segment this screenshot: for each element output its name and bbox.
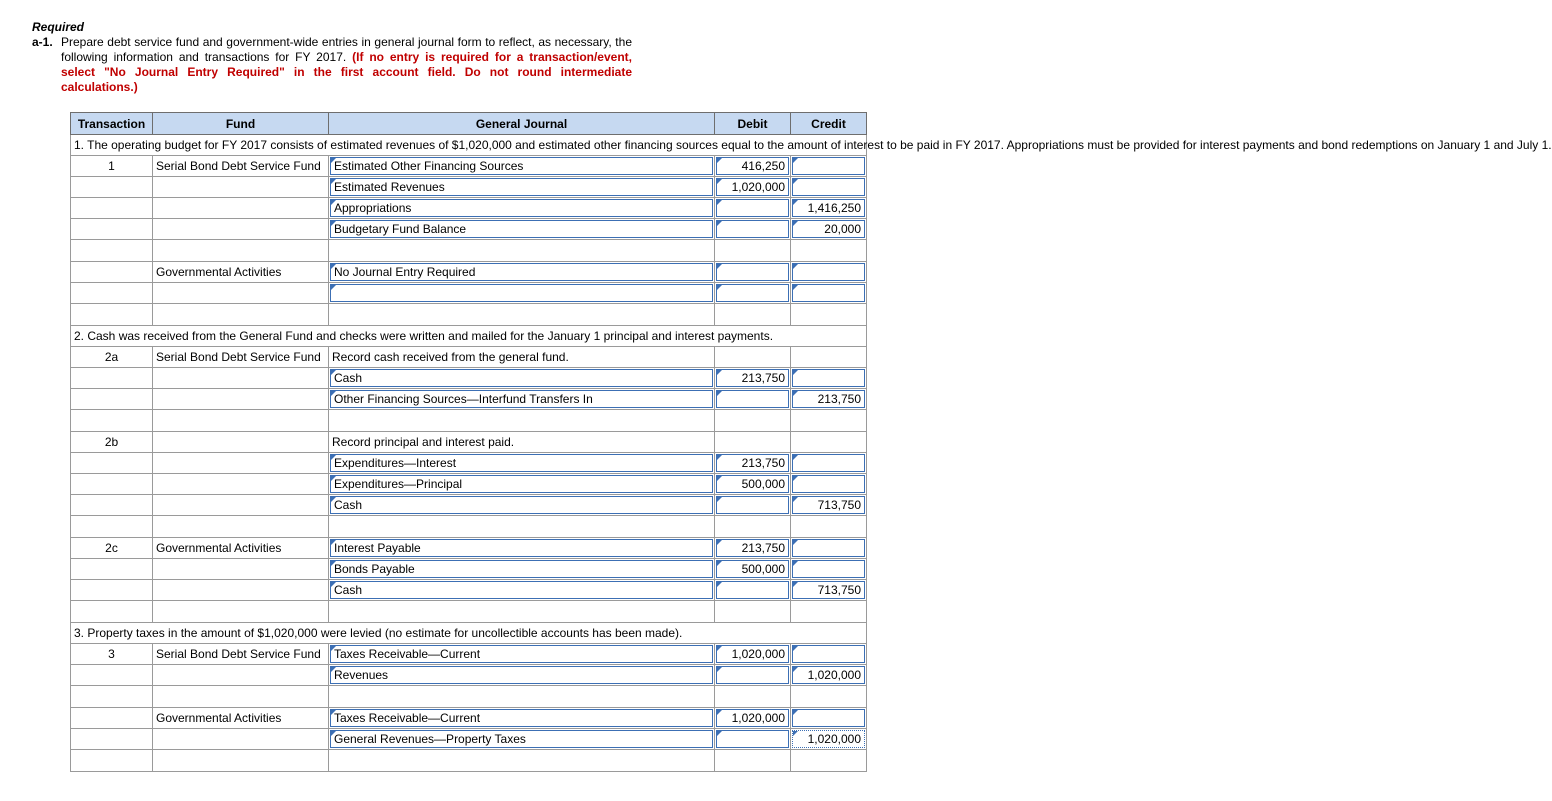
debit-input[interactable] (716, 199, 789, 217)
credit-field[interactable] (791, 198, 867, 219)
credit-input[interactable] (792, 454, 865, 472)
debit-blank (715, 347, 791, 368)
fund-label (153, 474, 329, 495)
fund-label: Serial Bond Debt Service Fund (153, 156, 329, 177)
transaction-number (71, 177, 153, 198)
transaction-number: 1 (71, 156, 153, 177)
credit-input[interactable]: 20,000 (792, 220, 865, 238)
debit-input[interactable]: 213,750 (716, 454, 789, 472)
table-row (71, 474, 867, 495)
entry-note: Record principal and interest paid. (329, 432, 715, 453)
description-row (71, 326, 867, 347)
transaction-3-description: 3. Property taxes in the amount of $1,020,000 were levied (no estimate for uncollectible accounts has been made). (71, 623, 867, 644)
instructions (32, 35, 632, 95)
credit-field[interactable] (791, 368, 867, 389)
fund-label: Serial Bond Debt Service Fund (153, 347, 329, 368)
debit-input[interactable] (716, 581, 789, 599)
transaction-number (71, 198, 153, 219)
fund-label (153, 432, 329, 453)
instruction-number: a-1. (32, 35, 53, 49)
credit-field[interactable] (791, 559, 867, 580)
debit-input[interactable]: 416,250 (716, 157, 789, 175)
account-field[interactable] (329, 708, 715, 729)
fund-label (153, 368, 329, 389)
credit-input[interactable] (792, 539, 865, 557)
credit-field[interactable] (791, 389, 867, 410)
account-field[interactable] (329, 474, 715, 495)
table-row (71, 368, 867, 389)
transaction-number: 3 (71, 644, 153, 665)
credit-input[interactable] (792, 178, 865, 196)
debit-input[interactable] (716, 390, 789, 408)
table-row (71, 665, 867, 686)
table-row (71, 219, 867, 240)
table-row (71, 708, 867, 729)
credit-field[interactable] (791, 495, 867, 516)
transaction-number (71, 283, 153, 304)
debit-field[interactable] (715, 559, 791, 580)
credit-input[interactable]: 1,020,000 (792, 730, 865, 748)
account-field[interactable] (329, 495, 715, 516)
credit-field[interactable] (791, 708, 867, 729)
account-select[interactable]: Expenditures—Principal (330, 475, 713, 493)
fund-label: Governmental Activities (153, 538, 329, 559)
account-field[interactable] (329, 729, 715, 750)
account-select[interactable]: No Journal Entry Required (330, 263, 713, 281)
account-field[interactable] (329, 538, 715, 559)
account-field[interactable] (329, 580, 715, 601)
account-field[interactable] (329, 453, 715, 474)
debit-field[interactable] (715, 495, 791, 516)
fund-label (153, 453, 329, 474)
debit-input[interactable]: 1,020,000 (716, 178, 789, 196)
debit-input[interactable] (716, 666, 789, 684)
account-field[interactable] (329, 283, 715, 304)
table-row (71, 177, 867, 198)
debit-blank (715, 432, 791, 453)
credit-field[interactable] (791, 538, 867, 559)
credit-input[interactable] (792, 263, 865, 281)
spacer-row (71, 304, 867, 326)
table-row (71, 580, 867, 601)
fund-label (153, 729, 329, 750)
spacer-row (71, 686, 867, 708)
debit-field[interactable] (715, 156, 791, 177)
credit-field[interactable] (791, 219, 867, 240)
table-row (71, 347, 867, 368)
account-field[interactable] (329, 198, 715, 219)
credit-input[interactable] (792, 475, 865, 493)
table-row (71, 559, 867, 580)
credit-input[interactable] (792, 560, 865, 578)
fund-label (153, 665, 329, 686)
debit-field[interactable] (715, 708, 791, 729)
credit-blank (791, 432, 867, 453)
spacer-row (71, 516, 867, 538)
transaction-number (71, 219, 153, 240)
debit-input[interactable] (716, 263, 789, 281)
transaction-number: 2c (71, 538, 153, 559)
account-field[interactable] (329, 177, 715, 198)
credit-input[interactable]: 213,750 (792, 390, 865, 408)
debit-input[interactable] (716, 220, 789, 238)
debit-field[interactable] (715, 453, 791, 474)
spacer-row (71, 601, 867, 623)
transaction-number: 2b (71, 432, 153, 453)
credit-input[interactable]: 1,020,000 (792, 666, 865, 684)
account-select[interactable]: Cash (330, 581, 713, 599)
fund-label: Serial Bond Debt Service Fund (153, 644, 329, 665)
credit-field[interactable] (791, 729, 867, 750)
header-fund: Fund (153, 113, 329, 135)
table-row (71, 538, 867, 559)
debit-input[interactable]: 500,000 (716, 475, 789, 493)
transaction-number (71, 262, 153, 283)
debit-field[interactable] (715, 665, 791, 686)
account-select[interactable]: Revenues (330, 666, 713, 684)
table-row (71, 389, 867, 410)
credit-field[interactable] (791, 580, 867, 601)
credit-input[interactable] (792, 157, 865, 175)
account-field[interactable] (329, 262, 715, 283)
instruction-body (61, 35, 632, 95)
header-credit: Credit (791, 113, 867, 135)
table-row (71, 262, 867, 283)
debit-field[interactable] (715, 729, 791, 750)
debit-field[interactable] (715, 474, 791, 495)
required-label: Required (32, 20, 85, 34)
transaction-number (71, 495, 153, 516)
account-field[interactable] (329, 665, 715, 686)
instruction-note: (If no entry is required for a transaction/event, select "No Journal Entry Required" in the first account field. Do not round intermediate calculations.) (61, 50, 632, 94)
credit-field[interactable] (791, 156, 867, 177)
debit-input[interactable]: 1,020,000 (716, 645, 789, 663)
credit-input[interactable]: 713,750 (792, 581, 865, 599)
credit-field[interactable] (791, 177, 867, 198)
debit-input[interactable]: 1,020,000 (716, 709, 789, 727)
account-select[interactable]: Budgetary Fund Balance (330, 220, 713, 238)
table-row (71, 495, 867, 516)
fund-label (153, 219, 329, 240)
header-transaction: Transaction (71, 113, 153, 135)
credit-field[interactable] (791, 474, 867, 495)
debit-input[interactable]: 213,750 (716, 539, 789, 557)
transaction-number (71, 729, 153, 750)
table-row (71, 453, 867, 474)
transaction-number (71, 453, 153, 474)
debit-field[interactable] (715, 538, 791, 559)
debit-input[interactable]: 213,750 (716, 369, 789, 387)
credit-input[interactable] (792, 284, 865, 302)
account-select[interactable]: Cash (330, 369, 713, 387)
transaction-number (71, 580, 153, 601)
debit-field[interactable] (715, 198, 791, 219)
account-field[interactable] (329, 368, 715, 389)
transaction-1-description: 1. The operating budget for FY 2017 consists of estimated revenues of $1,020,000 and estimated other financing sources equal to the amount of interest to be paid in FY 2017. Appropriations must be provided for interest payments and bond redemptions on January 1 and July 1. (71, 135, 867, 156)
spacer-row (71, 240, 867, 262)
account-field[interactable] (329, 156, 715, 177)
fund-label (153, 495, 329, 516)
credit-blank (791, 347, 867, 368)
debit-field[interactable] (715, 262, 791, 283)
account-field[interactable] (329, 559, 715, 580)
header-debit: Debit (715, 113, 791, 135)
transaction-number: 2a (71, 347, 153, 368)
debit-field[interactable] (715, 368, 791, 389)
fund-label (153, 283, 329, 304)
credit-input[interactable]: 1,416,250 (792, 199, 865, 217)
fund-label (153, 580, 329, 601)
account-select[interactable]: Other Financing Sources—Interfund Transfers In (330, 390, 713, 408)
table-row (71, 156, 867, 177)
account-select[interactable]: Taxes Receivable—Current (330, 645, 713, 663)
debit-input[interactable] (716, 284, 789, 302)
table-row (71, 198, 867, 219)
account-select[interactable] (330, 284, 713, 302)
debit-field[interactable] (715, 389, 791, 410)
fund-label (153, 559, 329, 580)
transaction-number (71, 665, 153, 686)
journal-table (70, 112, 1552, 772)
account-select[interactable]: Interest Payable (330, 539, 713, 557)
table-row (71, 283, 867, 304)
debit-field[interactable] (715, 580, 791, 601)
account-select[interactable]: Estimated Other Financing Sources (330, 157, 713, 175)
spacer-row (71, 750, 867, 772)
debit-input[interactable]: 500,000 (716, 560, 789, 578)
debit-input[interactable] (716, 730, 789, 748)
account-select[interactable]: Estimated Revenues (330, 178, 713, 196)
table-row (71, 729, 867, 750)
transaction-number (71, 389, 153, 410)
fund-label (153, 389, 329, 410)
fund-label (153, 198, 329, 219)
account-field[interactable] (329, 644, 715, 665)
description-row (71, 623, 867, 644)
account-field[interactable] (329, 389, 715, 410)
debit-field[interactable] (715, 644, 791, 665)
description-row (71, 135, 867, 156)
account-select[interactable]: Bonds Payable (330, 560, 713, 578)
credit-field[interactable] (791, 262, 867, 283)
account-select[interactable]: Taxes Receivable—Current (330, 709, 713, 727)
debit-field[interactable] (715, 283, 791, 304)
transaction-number (71, 559, 153, 580)
table-header-row (71, 113, 867, 135)
credit-input[interactable] (792, 709, 865, 727)
transaction-number (71, 474, 153, 495)
table-row (71, 432, 867, 453)
transaction-2-description: 2. Cash was received from the General Fund and checks were written and mailed for the January 1 principal and interest payments. (71, 326, 867, 347)
transaction-number (71, 368, 153, 389)
fund-label: Governmental Activities (153, 708, 329, 729)
credit-field[interactable] (791, 283, 867, 304)
fund-label: Governmental Activities (153, 262, 329, 283)
debit-field[interactable] (715, 219, 791, 240)
fund-label (153, 177, 329, 198)
entry-note: Record cash received from the general fund. (329, 347, 715, 368)
credit-input[interactable] (792, 369, 865, 387)
account-field[interactable] (329, 219, 715, 240)
credit-input[interactable]: 713,750 (792, 496, 865, 514)
account-select[interactable]: General Revenues—Property Taxes (330, 730, 713, 748)
credit-field[interactable] (791, 644, 867, 665)
table-row (71, 644, 867, 665)
debit-input[interactable] (716, 496, 789, 514)
spacer-row (71, 410, 867, 432)
credit-field[interactable] (791, 453, 867, 474)
account-select[interactable]: Appropriations (330, 199, 713, 217)
credit-field[interactable] (791, 665, 867, 686)
header-general-journal: General Journal (329, 113, 715, 135)
instruction-text: Prepare debt service fund and government-wide entries in general journal form to reflect, as necessary, the following information and transactions for FY 2017. (61, 35, 632, 64)
account-select[interactable]: Expenditures—Interest (330, 454, 713, 472)
transaction-number (71, 708, 153, 729)
debit-field[interactable] (715, 177, 791, 198)
credit-input[interactable] (792, 645, 865, 663)
account-select[interactable]: Cash (330, 496, 713, 514)
